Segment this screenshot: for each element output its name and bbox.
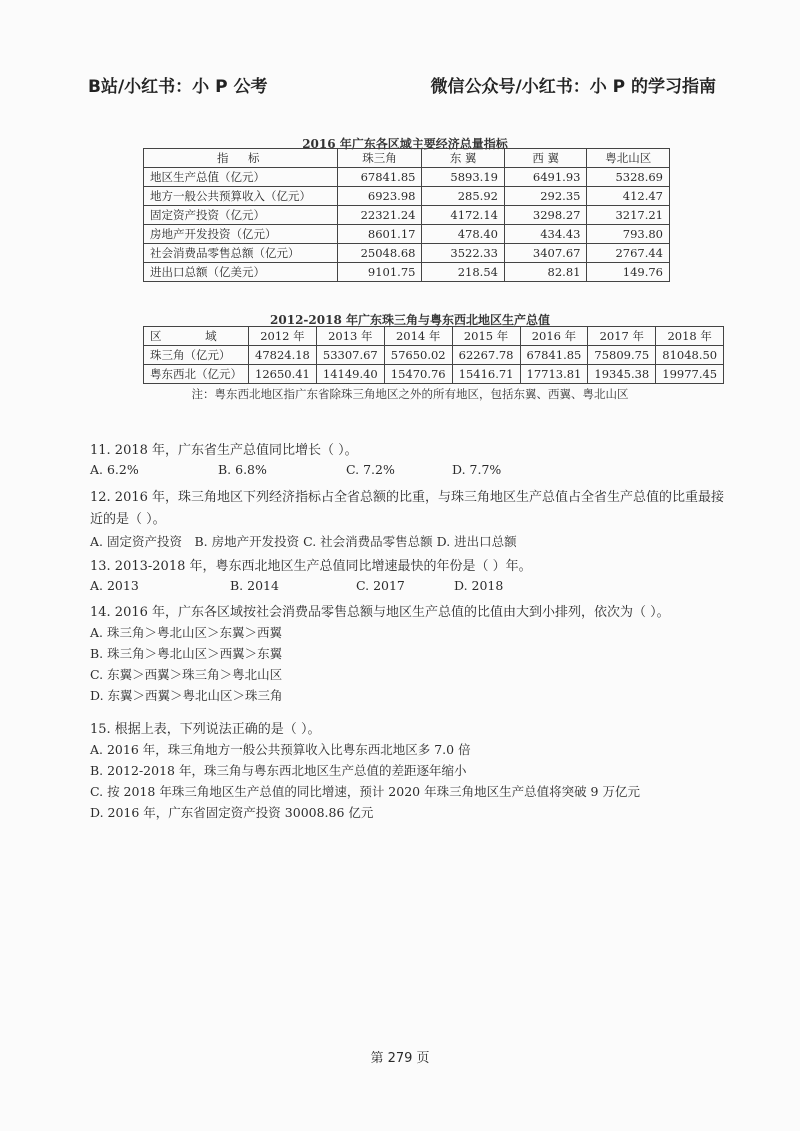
table-cell: 地方一般公共预算收入（亿元） <box>144 187 338 206</box>
option-c[interactable]: C. 7.2% <box>346 462 395 477</box>
table-row <box>144 168 670 187</box>
table-gdp-by-year <box>143 326 724 384</box>
option-d[interactable]: D. 东翼＞西翼＞粤北山区＞珠三角 <box>90 688 283 703</box>
table-header-cell: 2013 年 <box>316 327 384 346</box>
question-options[interactable]: A. 固定资产投资 B. 房地产开发投资 C. 社会消费品零售总额 D. 进出口总额 <box>90 534 517 549</box>
option-d[interactable]: D. 7.7% <box>452 462 502 477</box>
option-b[interactable]: B. 2014 <box>230 578 279 593</box>
table-cell: 9101.75 <box>337 263 422 282</box>
table-cell: 218.54 <box>422 263 505 282</box>
table-row <box>144 206 670 225</box>
table-header-cell: 西 翼 <box>504 149 587 168</box>
table-cell: 81048.50 <box>656 346 724 365</box>
option-d[interactable]: D. 2016 年，广东省固定资产投资 30008.86 亿元 <box>90 805 374 820</box>
table-cell: 2767.44 <box>587 244 670 263</box>
question-options <box>90 576 730 595</box>
table-header-cell: 2015 年 <box>452 327 520 346</box>
option-a[interactable]: A. 珠三角＞粤北山区＞东翼＞西翼 <box>90 625 282 640</box>
table-cell: 5328.69 <box>587 168 670 187</box>
table-cell: 6491.93 <box>504 168 587 187</box>
table-cell: 149.76 <box>587 263 670 282</box>
option-a[interactable]: A. 2016 年，珠三角地方一般公共预算收入比粤东西北地区多 7.0 倍 <box>90 742 471 757</box>
table-cell: 3217.21 <box>587 206 670 225</box>
table-cell: 53307.67 <box>316 346 384 365</box>
table-header-cell: 区 域 <box>144 327 249 346</box>
table-cell: 412.47 <box>587 187 670 206</box>
table-cell: 434.43 <box>504 225 587 244</box>
table2-note: 注：粤东西北地区指广东省除珠三角地区之外的所有地区，包括东翼、西翼、粤北山区 <box>191 387 629 401</box>
table-cell: 67841.85 <box>520 346 588 365</box>
question-12 <box>90 487 730 552</box>
table-cell: 进出口总额（亿美元） <box>144 263 338 282</box>
question-15 <box>90 720 730 823</box>
option-b[interactable]: B. 2012-2018 年，珠三角与粤东西北地区生产总值的差距逐年缩小 <box>90 763 467 778</box>
table-cell: 17713.81 <box>520 365 588 384</box>
question-stem: 14. 2016 年，广东各区域按社会消费品零售总额与地区生产总值的比值由大到小排列，依次为（ ）。 <box>90 605 670 620</box>
table-cell: 15416.71 <box>452 365 520 384</box>
table-cell: 6923.98 <box>337 187 422 206</box>
table-row <box>144 225 670 244</box>
option-a[interactable]: A. 6.2% <box>90 462 139 477</box>
table-header-row <box>144 327 724 346</box>
table-header-cell: 东 翼 <box>422 149 505 168</box>
table-cell: 793.80 <box>587 225 670 244</box>
option-c[interactable]: C. 按 2018 年珠三角地区生产总值的同比增速，预计 2020 年珠三角地区生产总值将突破 9 万亿元 <box>90 784 640 799</box>
table-cell: 478.40 <box>422 225 505 244</box>
table-cell: 14149.40 <box>316 365 384 384</box>
table-header-cell: 2017 年 <box>588 327 656 346</box>
question-14 <box>90 603 730 706</box>
question-stem: 12. 2016 年，珠三角地区下列经济指标占全省总额的比重，与珠三角地区生产总值占全省生产总值的比重最接近的是（ ）。 <box>90 490 725 527</box>
table-row <box>144 187 670 206</box>
table-cell: 19977.45 <box>656 365 724 384</box>
table-cell: 19345.38 <box>588 365 656 384</box>
table-cell: 3298.27 <box>504 206 587 225</box>
header-left: B站/小红书：小 P 公考 <box>88 77 268 97</box>
table-cell: 292.35 <box>504 187 587 206</box>
table-cell: 8601.17 <box>337 225 422 244</box>
table-header-cell: 2018 年 <box>656 327 724 346</box>
table-header-cell: 指 标 <box>144 149 338 168</box>
table-cell: 3522.33 <box>422 244 505 263</box>
header-right: 微信公众号/小红书：小 P 的学习指南 <box>430 77 716 97</box>
table-cell: 57650.02 <box>384 346 452 365</box>
table-cell: 4172.14 <box>422 206 505 225</box>
table-cell: 22321.24 <box>337 206 422 225</box>
question-options <box>90 460 730 479</box>
table-cell: 15470.76 <box>384 365 452 384</box>
table2-caption: 2012-2018 年广东珠三角与粤东西北地区生产总值 <box>270 313 550 327</box>
option-b[interactable]: B. 6.8% <box>218 462 267 477</box>
table-cell: 3407.67 <box>504 244 587 263</box>
option-a[interactable]: A. 2013 <box>90 578 139 593</box>
table-header-cell: 珠三角 <box>337 149 422 168</box>
table-row <box>144 263 670 282</box>
table-cell: 5893.19 <box>422 168 505 187</box>
table1-caption: 2016 年广东各区域主要经济总量指标 <box>302 137 508 151</box>
question-11 <box>90 441 730 479</box>
table-cell: 25048.68 <box>337 244 422 263</box>
question-stem: 15. 根据上表，下列说法正确的是（ ）。 <box>90 722 321 737</box>
table-cell: 12650.41 <box>249 365 317 384</box>
table-cell: 75809.75 <box>588 346 656 365</box>
page-number: 第 279 页 <box>370 1051 430 1066</box>
table-row <box>144 365 724 384</box>
table-economic-indicators <box>143 148 670 282</box>
table-cell: 67841.85 <box>337 168 422 187</box>
question-13 <box>90 557 730 595</box>
table-header-cell: 2014 年 <box>384 327 452 346</box>
table-header-cell: 2016 年 <box>520 327 588 346</box>
table-cell: 地区生产总值（亿元） <box>144 168 338 187</box>
table-header-row <box>144 149 670 168</box>
table-header-cell: 粤北山区 <box>587 149 670 168</box>
table-cell: 社会消费品零售总额（亿元） <box>144 244 338 263</box>
table-cell: 珠三角（亿元） <box>144 346 249 365</box>
table-cell: 固定资产投资（亿元） <box>144 206 338 225</box>
table-cell: 285.92 <box>422 187 505 206</box>
table-header-cell: 2012 年 <box>249 327 317 346</box>
table-cell: 47824.18 <box>249 346 317 365</box>
option-b[interactable]: B. 珠三角＞粤北山区＞西翼＞东翼 <box>90 646 283 661</box>
table-cell: 粤东西北（亿元） <box>144 365 249 384</box>
table-row <box>144 346 724 365</box>
question-stem: 11. 2018 年，广东省生产总值同比增长（ ）。 <box>90 443 358 458</box>
option-c[interactable]: C. 东翼＞西翼＞珠三角＞粤北山区 <box>90 667 283 682</box>
table-cell: 62267.78 <box>452 346 520 365</box>
question-stem: 13. 2013-2018 年，粤东西北地区生产总值同比增速最快的年份是（ ）年。 <box>90 559 532 574</box>
table-row <box>144 244 670 263</box>
table-cell: 房地产开发投资（亿元） <box>144 225 338 244</box>
option-c[interactable]: C. 2017 <box>356 578 405 593</box>
table-cell: 82.81 <box>504 263 587 282</box>
option-d[interactable]: D. 2018 <box>454 578 504 593</box>
